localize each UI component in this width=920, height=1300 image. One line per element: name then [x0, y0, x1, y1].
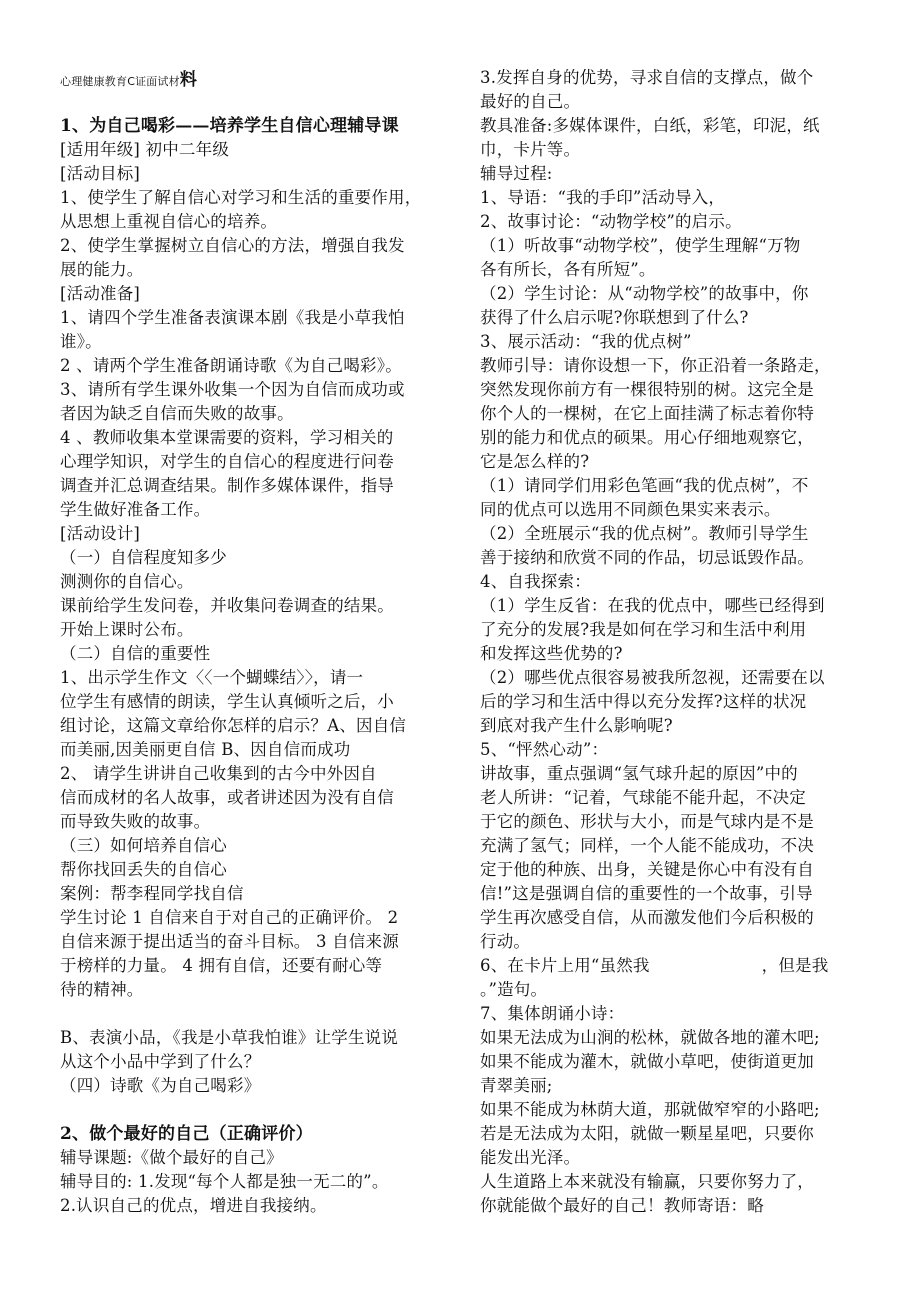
text-line: 7、集体朗诵小诗： — [480, 1004, 625, 1023]
text-line: 3、展示活动：“我的优点树” — [480, 332, 692, 351]
text-line: 了充分的发展?我是如何在学习和生活中利用 — [480, 620, 807, 639]
text-line: 1、出示学生作文〈〈一个蝴蝶结〉〉，请一 — [60, 668, 364, 687]
text-line: 2、 请学生讲讲自己收集到的古今中外因自 — [60, 764, 377, 783]
text-line: 定于他的种族、出身，关键是你心中有没有自 — [480, 860, 814, 879]
text-line: 心理学知识，对学生的自信心的程度进行问卷 — [60, 452, 394, 471]
text-line: 如果无法成为山涧的松林，就做各地的灌木吧; — [480, 1028, 820, 1047]
text-line: 者因为缺乏自信而失败的故事。 — [60, 404, 294, 423]
text-line: 2、使学生掌握树立自信心的方法，增强自我发 — [60, 236, 405, 255]
text-line: 你就能做个最好的自己！教师寄语：略 — [480, 1196, 764, 1215]
text-line: 别的能力和优点的硕果。用心仔细地观察它， — [480, 428, 814, 447]
section-1-title: 1、为自己喝彩——培养学生自信心理辅导课 — [60, 116, 399, 136]
text-line: 帮你找回丢失的自信心 — [60, 860, 227, 879]
text-line: 辅导课题:《做个最好的自己》 — [60, 1148, 283, 1167]
text-line: 突然发现你前方有一棵很特别的树。这完全是 — [480, 380, 814, 399]
sentence-middle: ，但是我 — [761, 956, 829, 975]
text-line: 学生再次感受自信，从而激发他们今后积极的 — [480, 908, 814, 927]
section-2-title: 2、做个最好的自己（正确评价） — [60, 1124, 313, 1144]
text-line: 2 、请两个学生准备朗诵诗歌《为自己喝彩》。 — [60, 356, 402, 375]
text-line: 于它的颜色、形状与大小，而是气球内是不是 — [480, 812, 814, 831]
text-line: 辅导过程: — [480, 164, 553, 183]
text-line: 调查并汇总调查结果。制作多媒体课件，指导 — [60, 476, 394, 495]
text-line: 和发挥这些优势的? — [480, 644, 623, 663]
text-line: 各有所长，各有所短”。 — [480, 260, 656, 279]
text-line: B、表演小品，《我是小草我怕谁》让学生说说 — [60, 1028, 399, 1047]
text-line: 如果不能成为灌木，就做小草吧，使街道更加 — [480, 1052, 814, 1071]
text-line: 到底对我产生什么影响呢? — [480, 716, 673, 735]
text-line: 同的优点可以选用不同颜色果实来表示。 — [480, 500, 781, 519]
text-line: [适用年级] 初中二年级 — [60, 140, 230, 159]
text-line: （二）自信的重要性 — [60, 644, 211, 663]
text-line: 于榜样的力量。 4 拥有自信，还要有耐心等 — [60, 956, 383, 975]
text-line: 获得了什么启示呢?你联想到了什么? — [480, 308, 749, 327]
text-line: 从这个小品中学到了什么？ — [60, 1052, 261, 1071]
text-line: 充满了氢气；同样，一个人能不能成功，不决 — [480, 836, 814, 855]
text-line: （2）学生讨论：从“动物学校”的故事中，你 — [480, 284, 809, 303]
fill-in-sentence-line — [480, 954, 828, 978]
text-line: 1、请四个学生准备表演课本剧《我是小草我怕 — [60, 308, 405, 327]
text-line: 4 、教师收集本堂课需要的资料，学习相关的 — [60, 428, 394, 447]
text-line: 信而成材的名人故事，或者讲述因为没有自信 — [60, 788, 394, 807]
text-line: 如果不能成为林荫大道，那就做窄窄的小路吧; — [480, 1100, 820, 1119]
text-line: 教师引导：请你设想一下，你正沿着一条路走， — [480, 356, 831, 375]
text-line: （1）学生反省：在我的优点中，哪些已经得到 — [480, 596, 825, 615]
text-line: 青翠美丽; — [480, 1076, 553, 1095]
text-line: 4、自我探索： — [480, 572, 591, 591]
text-line: 组讨论，这篇文章给你怎样的启示？A、因自信 — [60, 716, 407, 735]
text-line: 巾，卡片等。 — [480, 140, 581, 159]
text-line: 信!”这是强调自信的重要性的一个故事，引导 — [480, 884, 813, 903]
text-line: [活动准备] — [60, 284, 141, 303]
text-line: 2、故事讨论：“动物学校”的启示。 — [480, 212, 742, 231]
text-line: 人生道路上本来就没有输赢，只要你努力了， — [480, 1172, 814, 1191]
text-line: 而美丽,因美丽更自信 B、因自信而成功 — [60, 740, 351, 759]
text-line: 。”造句。 — [480, 980, 548, 999]
text-line: 教具准备:多媒体课件，白纸，彩笔，印泥，纸 — [480, 116, 820, 135]
text-line: 位学生有感情的朗读，学生认真倾听之后，小 — [60, 692, 394, 711]
text-line: 自信来源于提出适当的奋斗目标。 3 自信来源 — [60, 932, 399, 951]
text-line: （2）全班展示“我的优点树”。教师引导学生 — [480, 524, 809, 543]
text-line: 能发出光泽。 — [480, 1148, 581, 1167]
text-line: 善于接纳和欣赏不同的作品，切忌诋毁作品。 — [480, 548, 814, 567]
text-line: 3、请所有学生课外收集一个因为自信而成功或 — [60, 380, 405, 399]
text-line: 1、使学生了解自信心对学习和生活的重要作用， — [60, 188, 422, 207]
text-line: [活动目标] — [60, 164, 141, 183]
text-line: （1）听故事“动物学校”，使学生理解“万物 — [480, 236, 801, 255]
text-line: 行动。 — [480, 932, 531, 951]
text-line: 学生讨论 1 自信来自于对自己的正确评价。 2 — [60, 908, 399, 927]
text-line: 后的学习和生活中得以充分发挥?这样的状况 — [480, 692, 807, 711]
text-line: 最好的自己。 — [480, 92, 581, 111]
text-line: 展的能力。 — [60, 260, 144, 279]
text-line: 课前给学生发问卷，并收集问卷调查的结果。 — [60, 596, 394, 615]
text-line: （1）请同学们用彩色笔画“我的优点树”，不 — [480, 476, 809, 495]
text-line: 它是怎么样的? — [480, 452, 590, 471]
text-line: （2）哪些优点很容易被我所忽视，还需要在以 — [480, 668, 825, 687]
text-line: 辅导目的: 1.发现“每个人都是独一无二的”。 — [60, 1172, 389, 1191]
text-line: [活动设计] — [60, 524, 141, 543]
header-text-end: 料 — [179, 70, 198, 90]
text-line: 若是无法成为太阳，就做一颗星星吧，只要你 — [480, 1124, 814, 1143]
text-line: 1、导语：“我的手印”活动导入， — [480, 188, 726, 207]
text-line: 案例：帮李程同学找自信 — [60, 884, 244, 903]
text-line: 开始上课时公布。 — [60, 620, 194, 639]
text-line: （三）如何培养自信心 — [60, 836, 227, 855]
text-line: 3.发挥自身的优势，寻求自信的支撑点，做个 — [480, 68, 814, 87]
text-line: 从思想上重视自信心的培养。 — [60, 212, 278, 231]
text-line: 2.认识自己的优点，增进自我接纳。 — [60, 1196, 327, 1215]
text-line: 谁》。 — [60, 332, 102, 351]
header-text: 心理健康教育C证面试材 — [60, 75, 180, 88]
text-line: （四）诗歌《为自己喝彩》 — [60, 1076, 261, 1095]
text-line: 老人所讲：“记着，气球能不能升起，不决定 — [480, 788, 806, 807]
page-header — [60, 68, 197, 92]
text-line: 待的精神。 — [60, 980, 144, 999]
text-line: 学生做好准备工作。 — [60, 500, 211, 519]
text-line: （一）自信程度知多少 — [60, 548, 227, 567]
text-line: 讲故事，重点强调“氢气球升起的原因”中的 — [480, 764, 798, 783]
text-line: 你个人的一棵树，在它上面挂满了标志着你特 — [480, 404, 814, 423]
text-line: 5、“怦然心动”： — [480, 740, 609, 759]
text-line: 而导致失败的故事。 — [60, 812, 211, 831]
sentence-start: 6、在卡片上用“虽然我 — [480, 956, 650, 975]
text-line: 测测你的自信心。 — [60, 572, 194, 591]
